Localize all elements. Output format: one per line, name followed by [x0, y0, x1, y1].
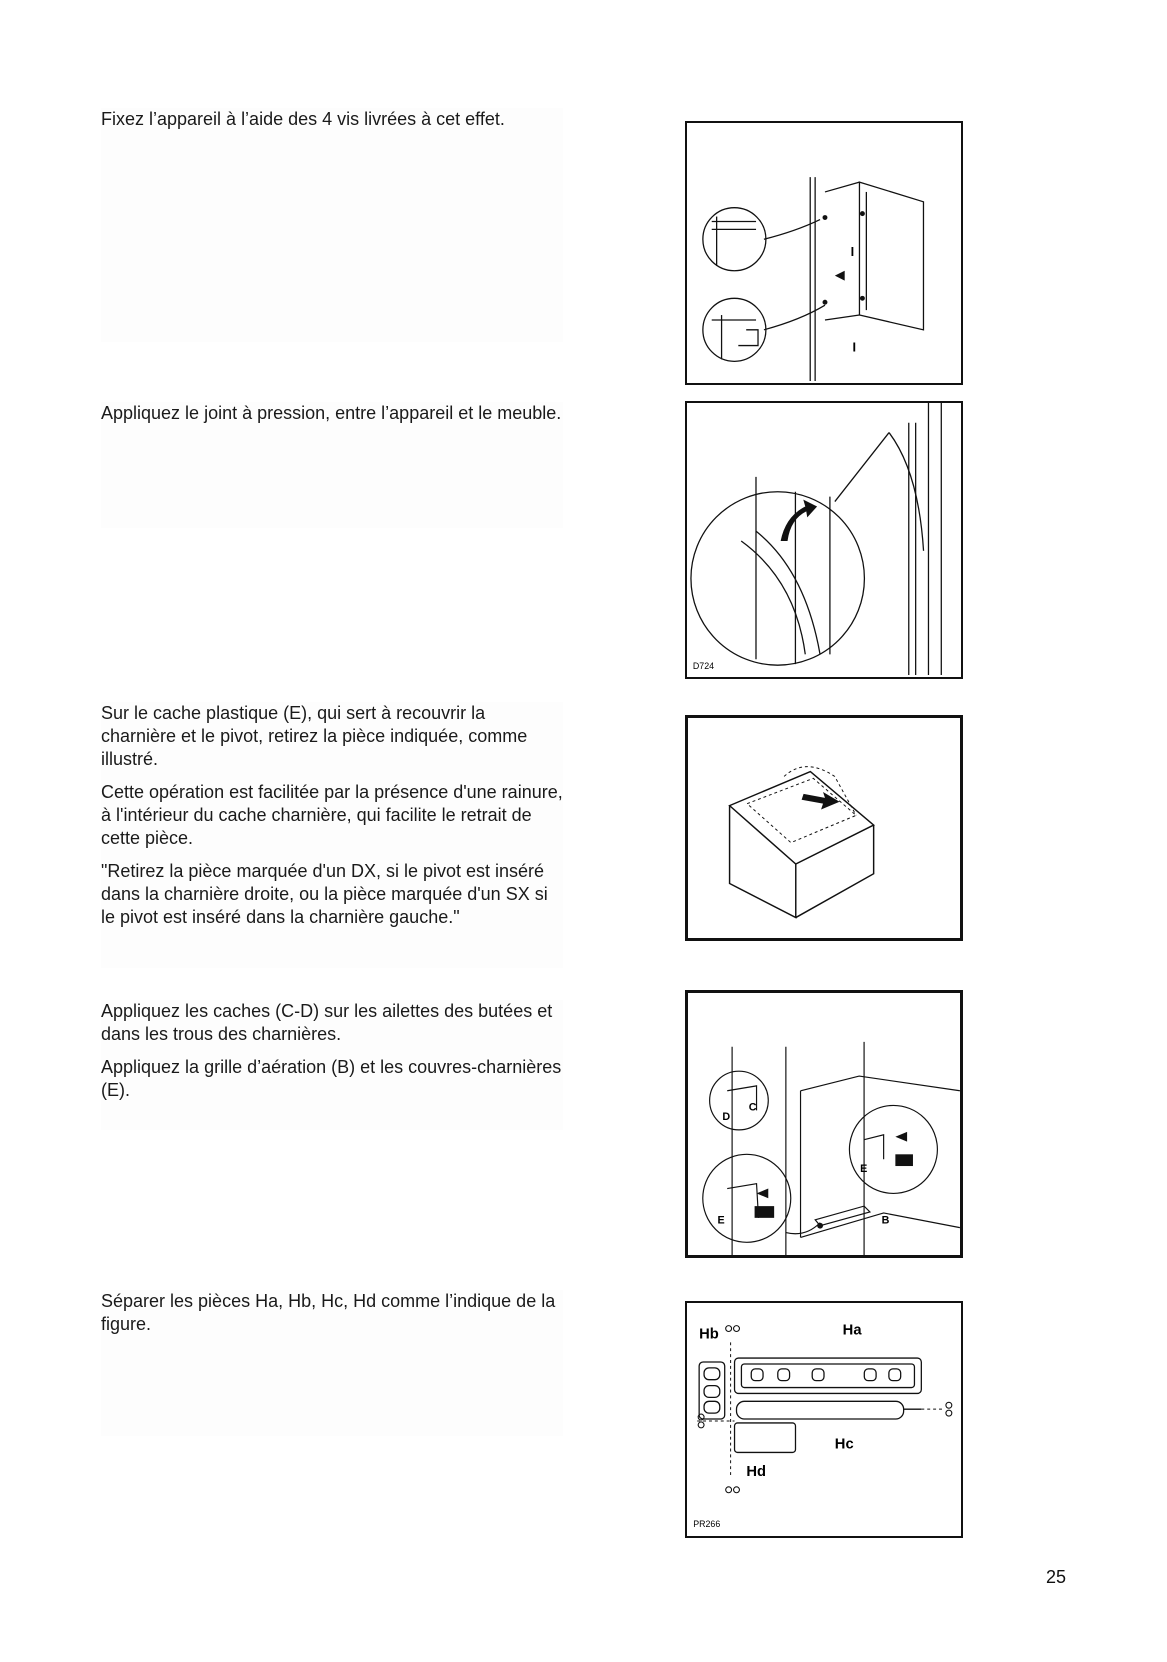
figure-covers-grille-illustration: [685, 990, 963, 1258]
figure-screws-illustration: [685, 121, 963, 385]
covers-grille-drawing: [688, 993, 960, 1255]
figure-seal-illustration: [685, 401, 963, 679]
figure-parts-separation-illustration: [685, 1301, 963, 1538]
hinge-cover-drawing: [688, 718, 960, 938]
fig4-label-c: C: [748, 1101, 757, 1114]
figure-code: PR266: [693, 1519, 721, 1530]
seal-drawing: [687, 403, 961, 677]
page-number: 25: [1046, 1567, 1067, 1587]
fig4-label-e-left: E: [717, 1214, 725, 1227]
instruction-text: Appliquez le joint à pression, entre l’appareil et le meuble.: [101, 403, 562, 423]
instruction-text: Appliquez les caches (C-D) sur les ailettes des butées et dans les trous des charnières.: [101, 1001, 553, 1044]
fig5-label-ha: Ha: [842, 1322, 862, 1339]
figure-code: D724: [692, 661, 715, 672]
instruction-text: Cette opération est facilitée par la présence d'une rainure, à l'intérieur du cache charnière, qui facilite le retrait de cette pièce.: [101, 782, 563, 848]
parts-separation-drawing: [687, 1303, 961, 1536]
instruction-block-2: [101, 402, 563, 528]
fig1-label-i-top: I: [850, 243, 855, 259]
fig5-label-hd: Hd: [746, 1464, 766, 1481]
instruction-block-3: [101, 702, 563, 968]
instruction-block-1: [101, 108, 563, 342]
fig5-label-hb: Hb: [699, 1326, 719, 1343]
instruction-block-5: [101, 1290, 563, 1436]
instruction-text: Fixez l’appareil à l’aide des 4 vis livrées à cet effet.: [101, 109, 505, 129]
fig5-label-hc: Hc: [834, 1436, 854, 1453]
fig1-label-i-bottom: I: [852, 339, 857, 355]
screw-fixing-drawing: [687, 123, 961, 383]
instruction-text: Appliquez la grille d’aération (B) et les couvres-charnières (E).: [101, 1057, 562, 1100]
instruction-text: Sur le cache plastique (E), qui sert à recouvrir la charnière et le pivot, retirez la pièce indiquée, comme illustré.: [101, 703, 528, 769]
instruction-text: "Retirez la pièce marquée d'un DX, si le pivot est inséré dans la charnière droite, ou la pièce marquée d'un SX si le pivot est inséré dans la charnière gauche.": [101, 861, 548, 927]
figure-hinge-cover-illustration: [685, 715, 963, 941]
fig4-label-d: D: [722, 1111, 731, 1124]
instruction-text: Séparer les pièces Ha, Hb, Hc, Hd comme l’indique de la figure.: [101, 1291, 556, 1334]
instruction-block-4: [101, 1000, 563, 1130]
fig4-label-b: B: [881, 1214, 890, 1227]
fig4-label-e-right: E: [860, 1162, 868, 1175]
